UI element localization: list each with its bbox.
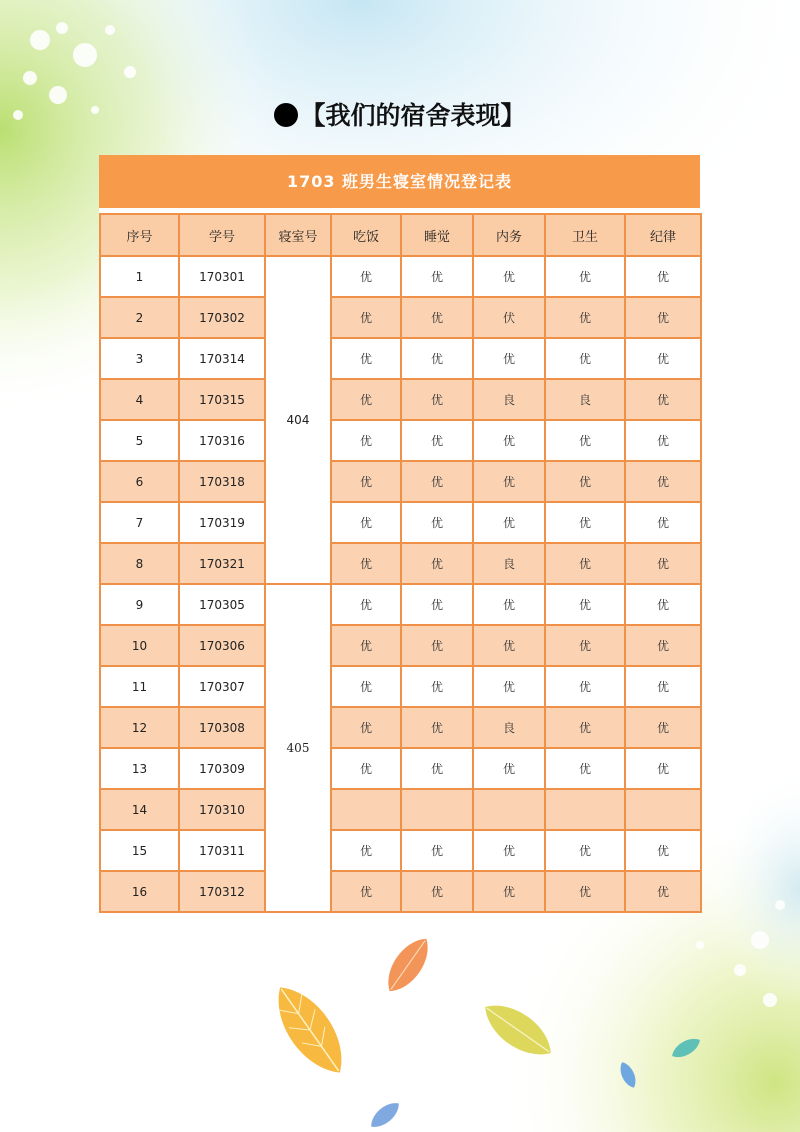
seq-cell: 16 xyxy=(100,871,179,912)
seq-cell: 8 xyxy=(100,543,179,584)
grade-cell: 优 xyxy=(625,707,701,748)
student-id-cell: 170301 xyxy=(179,256,265,297)
grade-cell: 优 xyxy=(331,502,401,543)
header-cell: 学号 xyxy=(179,214,265,256)
grade-cell xyxy=(545,789,625,830)
grade-cell: 优 xyxy=(331,297,401,338)
grade-cell: 优 xyxy=(545,666,625,707)
grade-cell: 良 xyxy=(473,707,545,748)
grade-cell xyxy=(401,789,473,830)
grade-cell: 优 xyxy=(473,338,545,379)
grade-cell: 优 xyxy=(545,502,625,543)
student-id-cell: 170308 xyxy=(179,707,265,748)
table-row xyxy=(100,338,701,379)
student-id-cell: 170315 xyxy=(179,379,265,420)
student-id-cell: 170309 xyxy=(179,748,265,789)
grade-cell: 优 xyxy=(545,338,625,379)
student-id-cell: 170307 xyxy=(179,666,265,707)
grade-cell: 优 xyxy=(331,625,401,666)
student-id-cell: 170310 xyxy=(179,789,265,830)
grade-cell: 良 xyxy=(545,379,625,420)
grade-cell: 优 xyxy=(545,543,625,584)
grade-cell: 优 xyxy=(401,707,473,748)
grade-cell: 优 xyxy=(545,420,625,461)
table-row xyxy=(100,871,701,912)
seq-cell: 3 xyxy=(100,338,179,379)
grade-cell: 优 xyxy=(331,379,401,420)
grade-cell: 优 xyxy=(401,830,473,871)
header-cell: 睡觉 xyxy=(401,214,473,256)
grade-cell: 优 xyxy=(545,461,625,502)
table-row xyxy=(100,543,701,584)
seq-cell: 12 xyxy=(100,707,179,748)
grade-cell: 优 xyxy=(473,625,545,666)
grade-cell: 优 xyxy=(401,584,473,625)
grade-cell: 优 xyxy=(545,256,625,297)
room-number-cell: 404 xyxy=(265,256,331,584)
grade-cell: 优 xyxy=(625,461,701,502)
table-row xyxy=(100,748,701,789)
grade-cell: 优 xyxy=(331,338,401,379)
grade-cell: 良 xyxy=(473,543,545,584)
seq-cell: 1 xyxy=(100,256,179,297)
grade-cell: 优 xyxy=(331,748,401,789)
grade-cell: 优 xyxy=(331,666,401,707)
grade-cell: 优 xyxy=(545,871,625,912)
student-id-cell: 170318 xyxy=(179,461,265,502)
grade-cell: 优 xyxy=(545,830,625,871)
grade-cell: 优 xyxy=(473,502,545,543)
student-id-cell: 170305 xyxy=(179,584,265,625)
grade-cell: 优 xyxy=(473,871,545,912)
dorm-record-sheet xyxy=(99,155,700,913)
sheet-title: 1703 班男生寝室情况登记表 xyxy=(99,155,700,213)
grade-cell: 优 xyxy=(545,584,625,625)
grade-cell: 优 xyxy=(625,666,701,707)
grade-cell: 优 xyxy=(331,256,401,297)
grade-cell: 优 xyxy=(625,502,701,543)
table-row xyxy=(100,707,701,748)
table-row xyxy=(100,830,701,871)
header-cell: 序号 xyxy=(100,214,179,256)
table-body xyxy=(100,256,701,912)
grade-cell: 优 xyxy=(401,625,473,666)
page-title xyxy=(0,96,800,136)
grade-cell: 良 xyxy=(473,379,545,420)
grade-cell: 优 xyxy=(625,338,701,379)
header-cell: 寝室号 xyxy=(265,214,331,256)
student-id-cell: 170306 xyxy=(179,625,265,666)
grade-cell: 优 xyxy=(331,584,401,625)
table-row xyxy=(100,666,701,707)
grade-cell: 优 xyxy=(401,256,473,297)
grade-cell: 优 xyxy=(545,625,625,666)
grade-cell: 优 xyxy=(473,666,545,707)
dorm-record-table xyxy=(99,213,702,913)
seq-cell: 15 xyxy=(100,830,179,871)
grade-cell: 优 xyxy=(401,502,473,543)
header-cell: 吃饭 xyxy=(331,214,401,256)
grade-cell: 优 xyxy=(545,707,625,748)
student-id-cell: 170321 xyxy=(179,543,265,584)
grade-cell: 优 xyxy=(625,748,701,789)
grade-cell: 优 xyxy=(473,584,545,625)
grade-cell xyxy=(625,789,701,830)
grade-cell: 优 xyxy=(625,584,701,625)
grade-cell: 优 xyxy=(473,748,545,789)
seq-cell: 5 xyxy=(100,420,179,461)
grade-cell: 优 xyxy=(401,871,473,912)
seq-cell: 2 xyxy=(100,297,179,338)
grade-cell: 优 xyxy=(331,461,401,502)
student-id-cell: 170316 xyxy=(179,420,265,461)
grade-cell: 优 xyxy=(401,379,473,420)
student-id-cell: 170312 xyxy=(179,871,265,912)
table-row xyxy=(100,789,701,830)
table-row xyxy=(100,461,701,502)
table-row xyxy=(100,420,701,461)
table-row xyxy=(100,256,701,297)
student-id-cell: 170314 xyxy=(179,338,265,379)
header-cell: 内务 xyxy=(473,214,545,256)
grade-cell: 优 xyxy=(401,338,473,379)
grade-cell: 伏 xyxy=(473,297,545,338)
seq-cell: 6 xyxy=(100,461,179,502)
grade-cell: 优 xyxy=(625,830,701,871)
grade-cell: 优 xyxy=(401,748,473,789)
grade-cell: 优 xyxy=(331,707,401,748)
table-row xyxy=(100,502,701,543)
grade-cell: 优 xyxy=(625,420,701,461)
grade-cell xyxy=(331,789,401,830)
grade-cell: 优 xyxy=(545,748,625,789)
grade-cell: 优 xyxy=(401,420,473,461)
seq-cell: 10 xyxy=(100,625,179,666)
grade-cell: 优 xyxy=(625,543,701,584)
table-row xyxy=(100,297,701,338)
student-id-cell: 170319 xyxy=(179,502,265,543)
seq-cell: 11 xyxy=(100,666,179,707)
grade-cell: 优 xyxy=(331,543,401,584)
grade-cell: 优 xyxy=(625,871,701,912)
grade-cell: 优 xyxy=(625,256,701,297)
table-row xyxy=(100,584,701,625)
grade-cell: 优 xyxy=(473,420,545,461)
grade-cell: 优 xyxy=(331,420,401,461)
header-cell: 纪律 xyxy=(625,214,701,256)
student-id-cell: 170302 xyxy=(179,297,265,338)
seq-cell: 14 xyxy=(100,789,179,830)
seq-cell: 9 xyxy=(100,584,179,625)
grade-cell: 优 xyxy=(473,830,545,871)
seq-cell: 13 xyxy=(100,748,179,789)
seq-cell: 4 xyxy=(100,379,179,420)
table-row xyxy=(100,625,701,666)
room-number-cell: 405 xyxy=(265,584,331,912)
header-cell: 卫生 xyxy=(545,214,625,256)
seq-cell: 7 xyxy=(100,502,179,543)
grade-cell: 优 xyxy=(625,379,701,420)
page-title-text: 【我们的宿舍表现】 xyxy=(300,101,526,130)
grade-cell: 优 xyxy=(625,625,701,666)
grade-cell: 优 xyxy=(401,543,473,584)
table-row xyxy=(100,379,701,420)
grade-cell: 优 xyxy=(401,297,473,338)
table-header-row xyxy=(100,214,701,256)
grade-cell: 优 xyxy=(473,461,545,502)
grade-cell: 优 xyxy=(331,871,401,912)
grade-cell xyxy=(473,789,545,830)
grade-cell: 优 xyxy=(401,461,473,502)
grade-cell: 优 xyxy=(473,256,545,297)
student-id-cell: 170311 xyxy=(179,830,265,871)
grade-cell: 优 xyxy=(545,297,625,338)
grade-cell: 优 xyxy=(331,830,401,871)
black-circle-bullet-icon xyxy=(274,103,298,127)
grade-cell: 优 xyxy=(401,666,473,707)
grade-cell: 优 xyxy=(625,297,701,338)
